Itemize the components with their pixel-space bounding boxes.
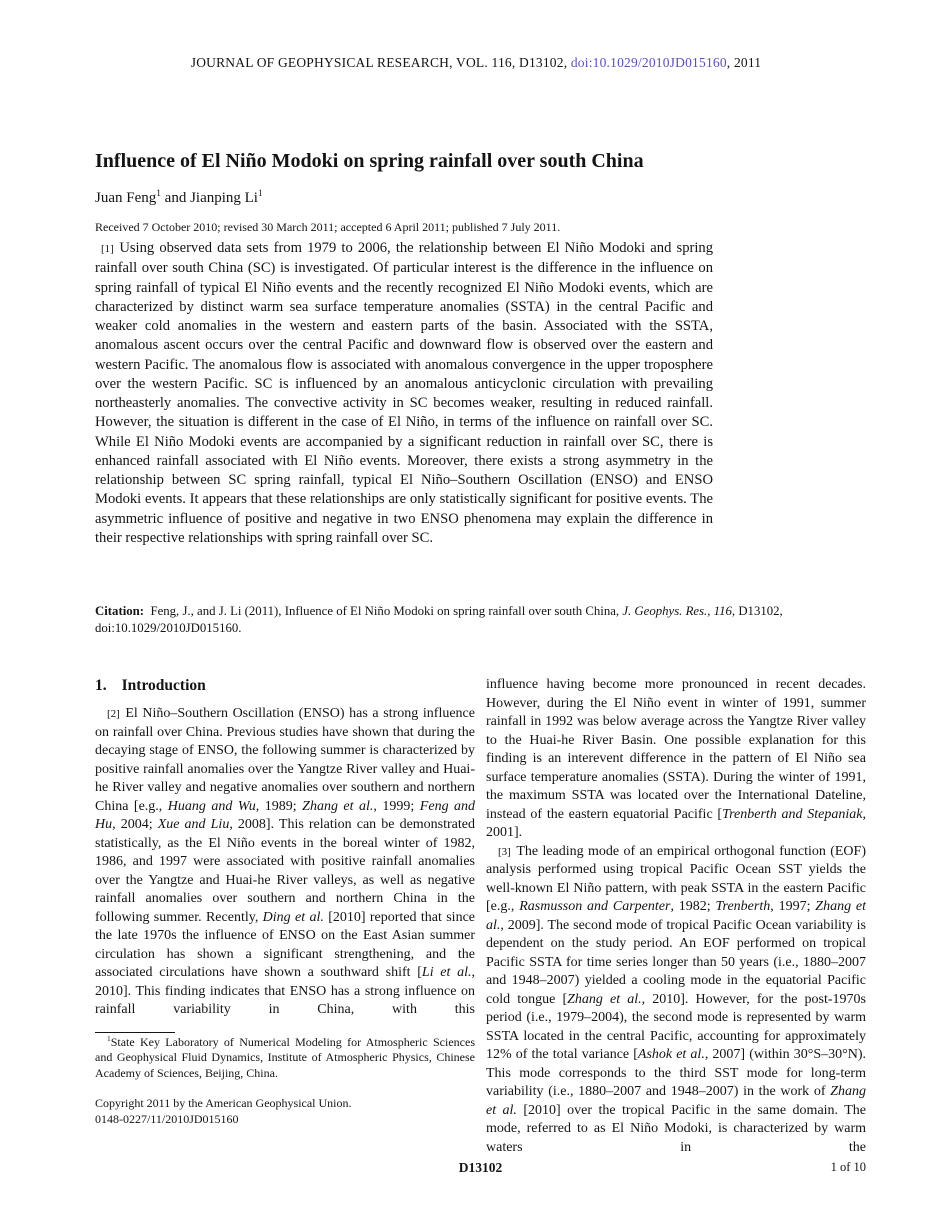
- copyright-notice: Copyright 2011 by the American Geophysical Union.: [95, 1096, 352, 1110]
- copyright-block: [95, 1096, 475, 1127]
- journal-year-text: , 2011: [726, 55, 762, 70]
- article-title: Influence of El Niño Modoki on spring rainfall over south China: [95, 150, 644, 172]
- intro-paragraph-3: [3] The leading mode of an empirical orthogonal function (EOF) analysis performed using tropical Pacific Ocean SST yields the well-known El Niño pattern, with peak SSTA in the eastern Pacific [e.g., Rasmusson and Carpenter, 1982; Trenberth, 1997; Zhang et al., 2009]. The second mode of tropical Pacific Ocean variability is dependent on the study period. An EOF performed on tropical Pacific SSTA for time series longer than 50 years (i.e., 1880–2007 and 1948–2007) yielded a cooling mode in the equatorial Pacific cold tongue [Zhang et al., 2010]. However, for the post-1970s period (i.e., 1979–2004), the second mode is represented by warm SSTA located in the central Pacific, accounting for approximately 12% of the total variance [Ashok et al., 2007] (within 30°S–30°N). This mode corresponds to the third SST mode for long-term variability (i.e., 1880–2007 and 1948–2007) in the work of Zhang et al. [2010] over the tropical Pacific in the same domain. The mode, referred to as El Niño Modoki, is characterized by warm waters in the: [486, 843, 867, 1155]
- page-number: 1 of 10: [830, 1160, 866, 1174]
- intro-paragraph-2: [2] El Niño–Southern Oscillation (ENSO) has a strong influence on rainfall over China. Previous studies have shown that during the decaying stage of ENSO, the following summer is characterized by positive rainfall anomalies over the Yangtze River valley and Huai-he River valley and negative anomalies over southern and northern China [e.g., Huang and Wu, 1989; Zhang et al., 1999; Feng and Hu, 2004; Xue and Liu, 2008]. This relation can be demonstrated statistically, as the El Niño events in the boreal winter of 1982, 1986, and 1997 were associated with positive rainfall anomalies over the Yangtze and Huai-he River valleys, as well as negative rainfall anomalies over southern and northern China in the following summer. Recently, Ding et al. [2010] reported that since the late 1970s the influence of ENSO on the East Asian summer circulation has shown a significant strengthening, and the associated circulations have shown a southward shift [Li et al., 2010]. This finding indicates that ENSO has a strong influence on rainfall variability in China, with this: [95, 706, 476, 1017]
- right-column: [486, 676, 866, 1157]
- two-column-body: [95, 676, 866, 1157]
- running-footer: [95, 1160, 866, 1180]
- issn-code: 0148-0227/11/2010JD015160: [95, 1111, 239, 1126]
- section-title: Introduction: [121, 677, 206, 694]
- left-column: [95, 676, 475, 1157]
- abstract-paragraph: [1] Using observed data sets from 1979 to 2006, the relationship between El Niño Modoki and spring rainfall over south China (SC) is investigated. Of particular interest is the difference in the influence on spring rainfall of typical El Niño events and the recently recognized El Niño Modoki events, which are characterized by distinct warm sea surface temperature anomalies (SSTA) in the central Pacific and weaker cold anomalies in the western and eastern parts of the basin. Associated with the SSTA, anomalous ascent occurs over the central Pacific and downward flow is observed over the eastern and western Pacific. The anomalous flow is associated with anomalous convergence in the upper troposphere over the western Pacific. SC is influenced by an anomalous anticyclonic circulation with prevailing northeasterly anomalies. The convective activity in SC becomes weaker, resulting in reduced rainfall. However, the situation is different in the case of El Niño, in terms of the influence on rainfall over SC. While El Niño Modoki events are accompanied by a significant reduction in rainfall over SC, there is enhanced rainfall associated with El Niño events. Moreover, there exists a strong asymmetry in the relationship between SC spring rainfall, typical El Niño–Southern Oscillation (ENSO) and ENSO Modoki events. It appears that these relationships are only statistically significant for positive events. The asymmetric influence of positive and negative in two ENSO phenomena may explain the difference in their respective relationships with spring rainfall over SC.: [95, 240, 713, 546]
- manuscript-id: D13102: [458, 1160, 503, 1175]
- author-line: Juan Feng$^1$ and Jianping Li$^1$: [95, 189, 263, 206]
- intro-paragraph-2-continued: influence having become more pronounced in recent decades. However, during the El Niño event in winter of 1991, summer rainfall in 1992 was below average across the Yangtze River valley to the Huai-he River Basin. One possible explanation for this finding is an interevent difference in the pattern of El Niño sea surface temperature anomalies (SSTA). During the winter of 1991, the maximum SSTA was located over the International Dateline, instead of the eastern equatorial Pacific [Trenberth and Stepaniak, 2001].: [486, 677, 866, 840]
- affiliation-footnote: $^1$State Key Laboratory of Numerical Modeling for Atmospheric Sciences and Geophysical Fluid Dynamics, Institute of Atmospheric Physics, Chinese Academy of Sciences, Beijing, China.: [95, 1033, 475, 1080]
- revision-history: Received 7 October 2010; revised 30 March 2011; accepted 6 April 2011; published 7 July 2011.: [95, 220, 561, 234]
- footnote-separator: [95, 1032, 175, 1033]
- doi-link[interactable]: doi:10.1029/2010JD015160: [570, 55, 727, 70]
- citation-block: Citation: Feng, J., and J. Li (2011), Influence of El Niño Modoki on spring rainfall over south China, J. Geophys. Res., 116, D13102, doi:10.1029/2010JD015160.: [95, 604, 783, 635]
- section-number: 1.: [95, 677, 107, 694]
- journal-header: [0, 55, 952, 71]
- section-heading-introduction: [95, 676, 475, 696]
- journal-name-text: JOURNAL OF GEOPHYSICAL RESEARCH, VOL. 116, D13102,: [190, 55, 571, 70]
